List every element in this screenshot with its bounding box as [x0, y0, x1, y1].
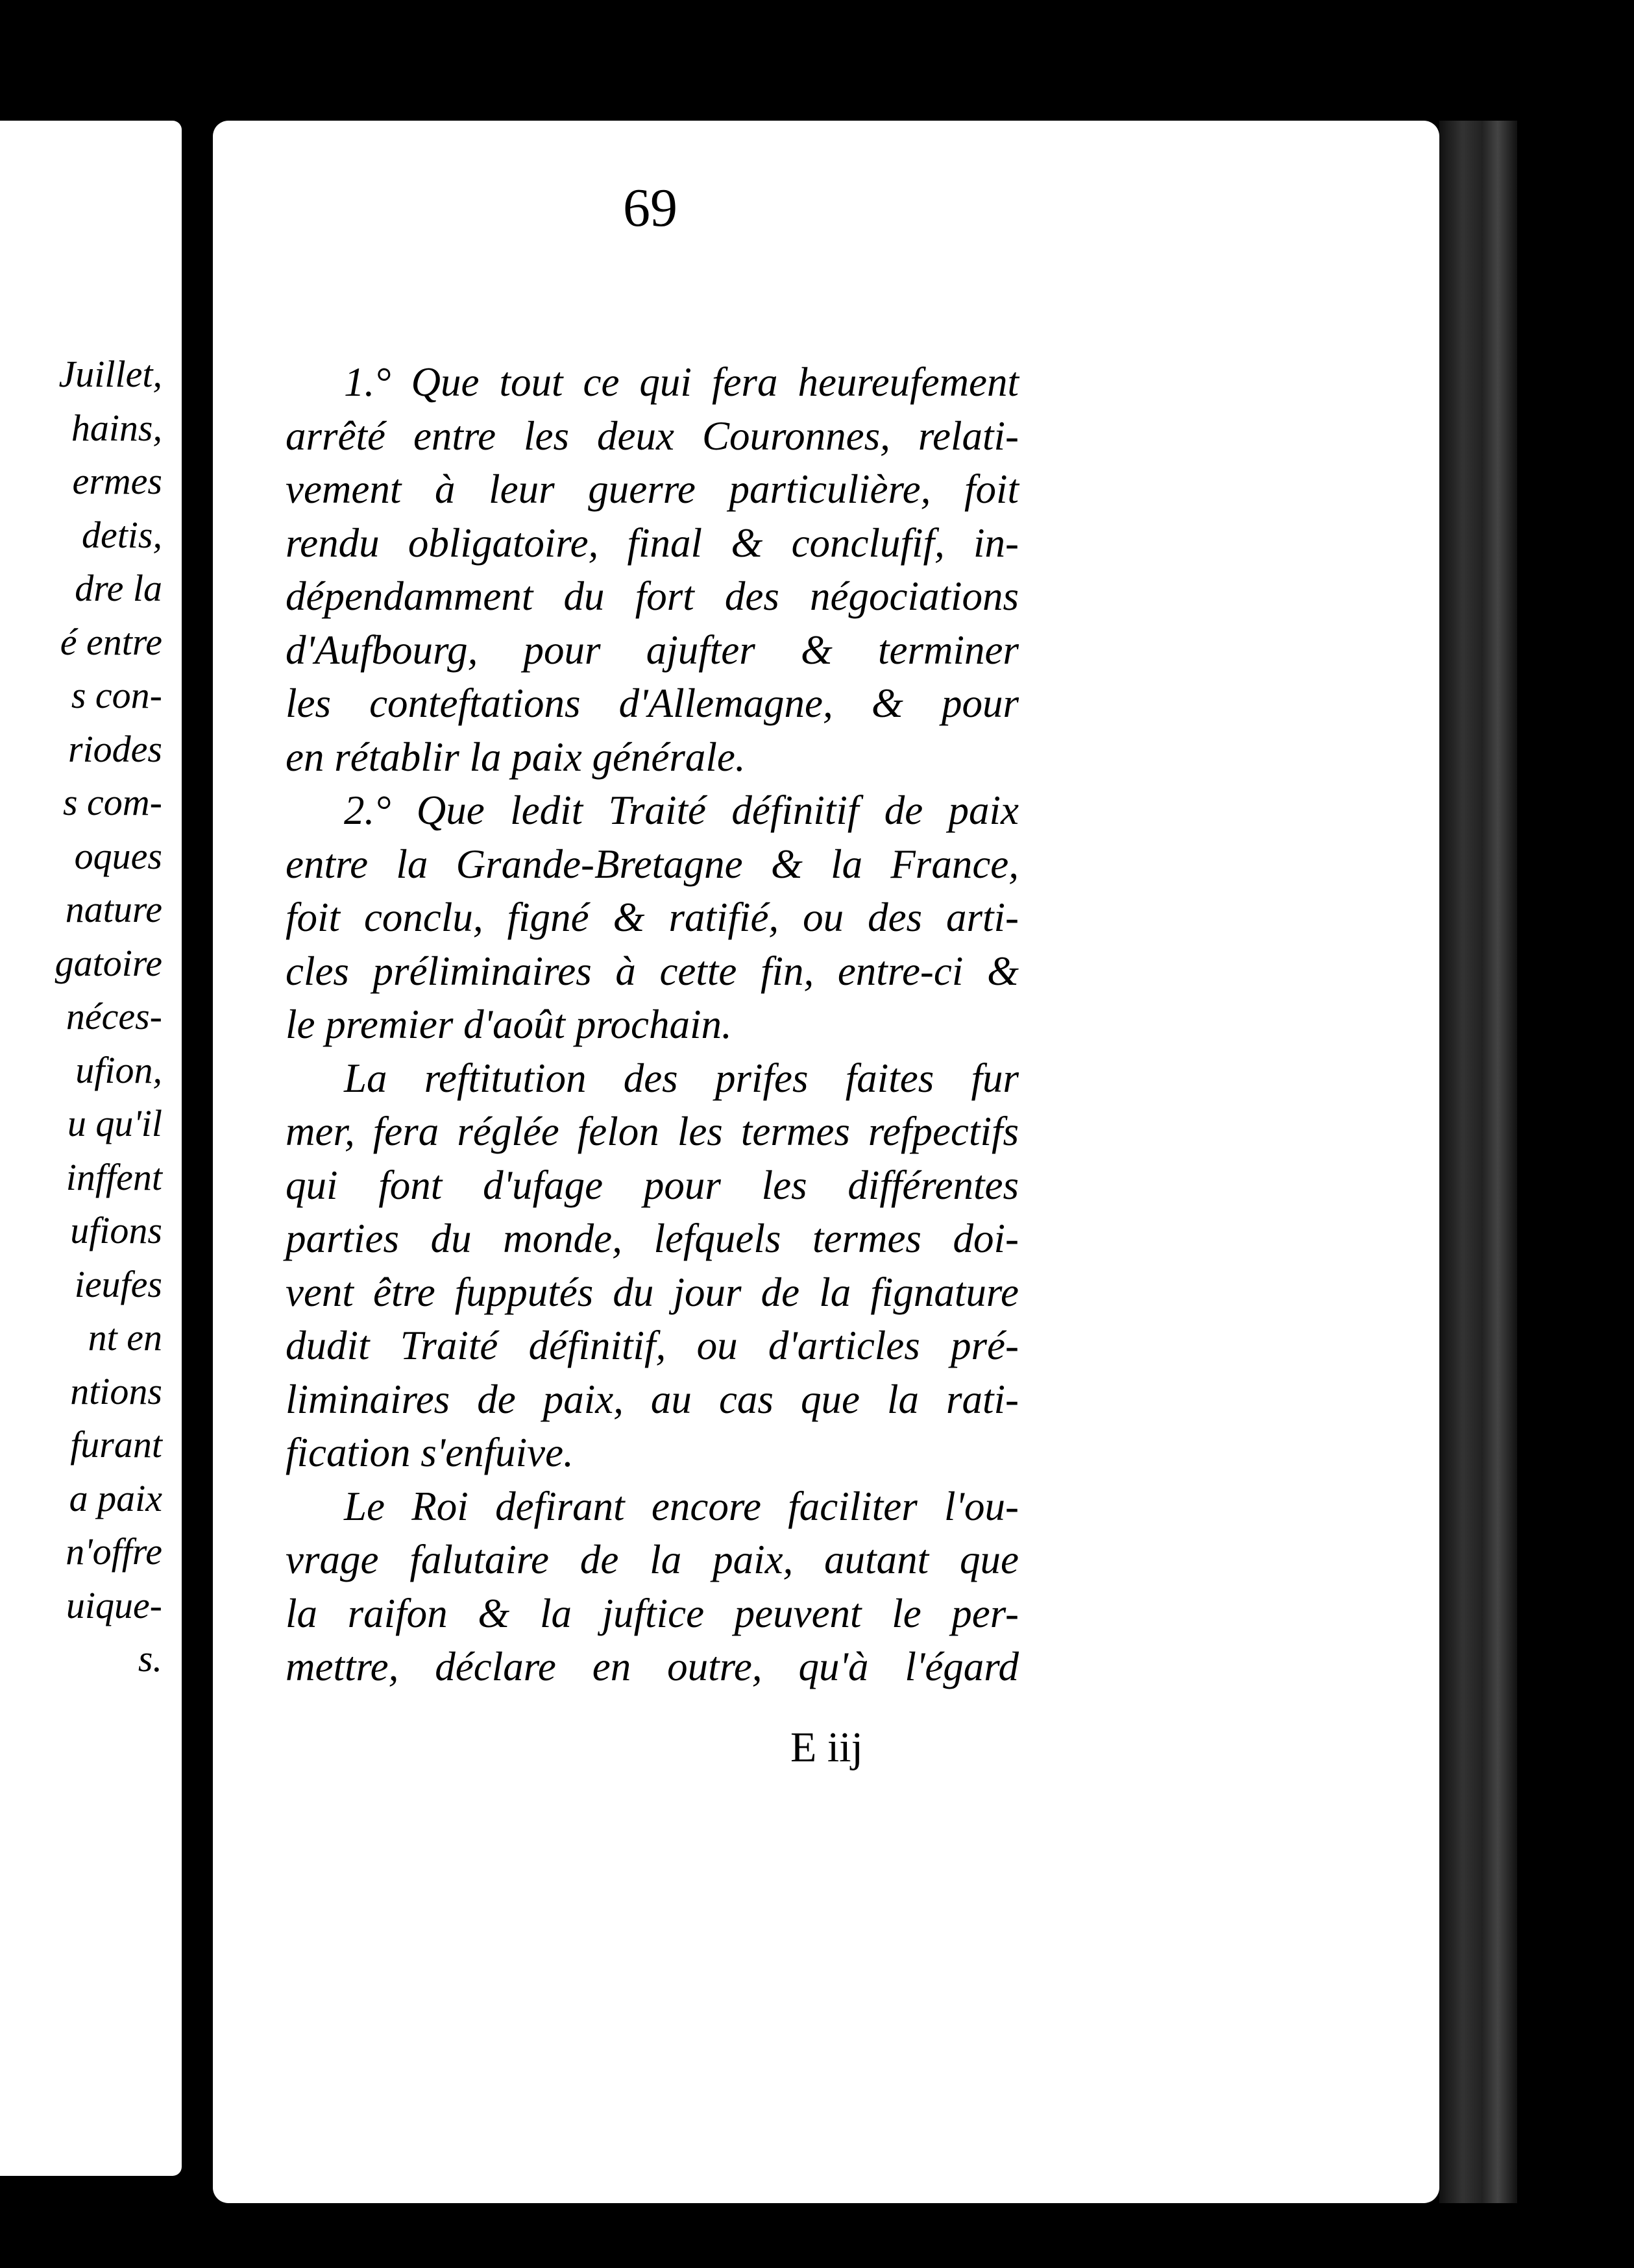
text-line: vement à leur guerre particulière, foit [286, 466, 1019, 512]
text-line: 2.° Que ledit Traité définitif de paix [344, 788, 1019, 833]
left-line: Juillet, [58, 353, 162, 395]
left-line: hains, [71, 406, 162, 449]
left-line: riodes [68, 727, 162, 770]
left-line: néces- [66, 995, 162, 1037]
left-line: n'offre [66, 1530, 162, 1573]
left-line: nature [65, 888, 162, 930]
text-line: d'Aufbourg, pour ajufter & terminer [286, 627, 1019, 673]
left-line: a paix [69, 1477, 162, 1519]
text-line: entre la Grande-Bretagne & la France, [286, 841, 1019, 887]
left-line: nt en [88, 1316, 162, 1358]
left-line: ufions [70, 1209, 162, 1251]
text-line: les conteftations d'Allemagne, & pour [286, 681, 1019, 726]
body-text [286, 356, 1019, 1694]
left-line: oques [74, 834, 162, 877]
left-line: s con- [71, 674, 162, 716]
page-number: 69 [623, 178, 677, 238]
text-line: dépendamment du fort des négociations [286, 573, 1019, 619]
text-line: La reftitution des prifes faites fur [344, 1055, 1019, 1101]
text-line: dudit Traité définitif, ou d'articles pré- [286, 1323, 1019, 1368]
signature-mark: E iij [790, 1724, 863, 1771]
left-line: gatoire [55, 941, 162, 984]
text-line: la raifon & la juftice peuvent le per- [286, 1590, 1019, 1636]
left-line: dre la [75, 567, 162, 609]
text-line: qui font d'ufage pour les différentes [286, 1162, 1019, 1208]
left-line: ieufes [74, 1262, 162, 1305]
text-line: parties du monde, lefquels termes doi- [286, 1216, 1019, 1261]
text-line: 1.° Que tout ce qui fera heureufement [344, 359, 1019, 405]
left-line: inffent [66, 1155, 162, 1198]
left-line: ntions [70, 1369, 162, 1412]
left-line: ermes [72, 460, 162, 502]
left-page-text [55, 348, 162, 1686]
text-line: fication s'enfuive. [286, 1430, 574, 1475]
left-line: furant [70, 1423, 162, 1466]
left-line: uique- [66, 1584, 162, 1626]
text-line: vent être fupputés du jour de la fignature [286, 1269, 1019, 1315]
text-line: rendu obligatoire, final & conclufif, in- [286, 520, 1019, 566]
facing-page-left [0, 121, 182, 2176]
text-line: cles préliminaires à cette fin, entre-ci & [286, 948, 1019, 994]
text-line: Le Roi defirant encore faciliter l'ou- [344, 1483, 1019, 1529]
text-line: le premier d'août prochain. [286, 1002, 732, 1047]
text-line: foit conclu, figné & ratifié, ou des arti- [286, 895, 1019, 940]
text-line: arrêté entre les deux Couronnes, relati- [286, 413, 1019, 459]
book-binding-edge [1439, 121, 1517, 2203]
left-line: s. [138, 1637, 162, 1680]
left-line: é entre [60, 620, 162, 663]
text-line: vrage falutaire de la paix, autant que [286, 1537, 1019, 1582]
left-line: ufion, [75, 1048, 162, 1091]
left-line: s com- [62, 781, 162, 823]
text-line: en rétablir la paix générale. [286, 734, 746, 780]
text-line: mer, fera réglée felon les termes refpectifs [286, 1109, 1019, 1154]
text-line: mettre, déclare en outre, qu'à l'égard [286, 1644, 1019, 1689]
left-line: detis, [81, 513, 162, 556]
text-line: liminaires de paix, au cas que la rati- [286, 1376, 1019, 1422]
left-line: u qu'il [67, 1102, 162, 1144]
